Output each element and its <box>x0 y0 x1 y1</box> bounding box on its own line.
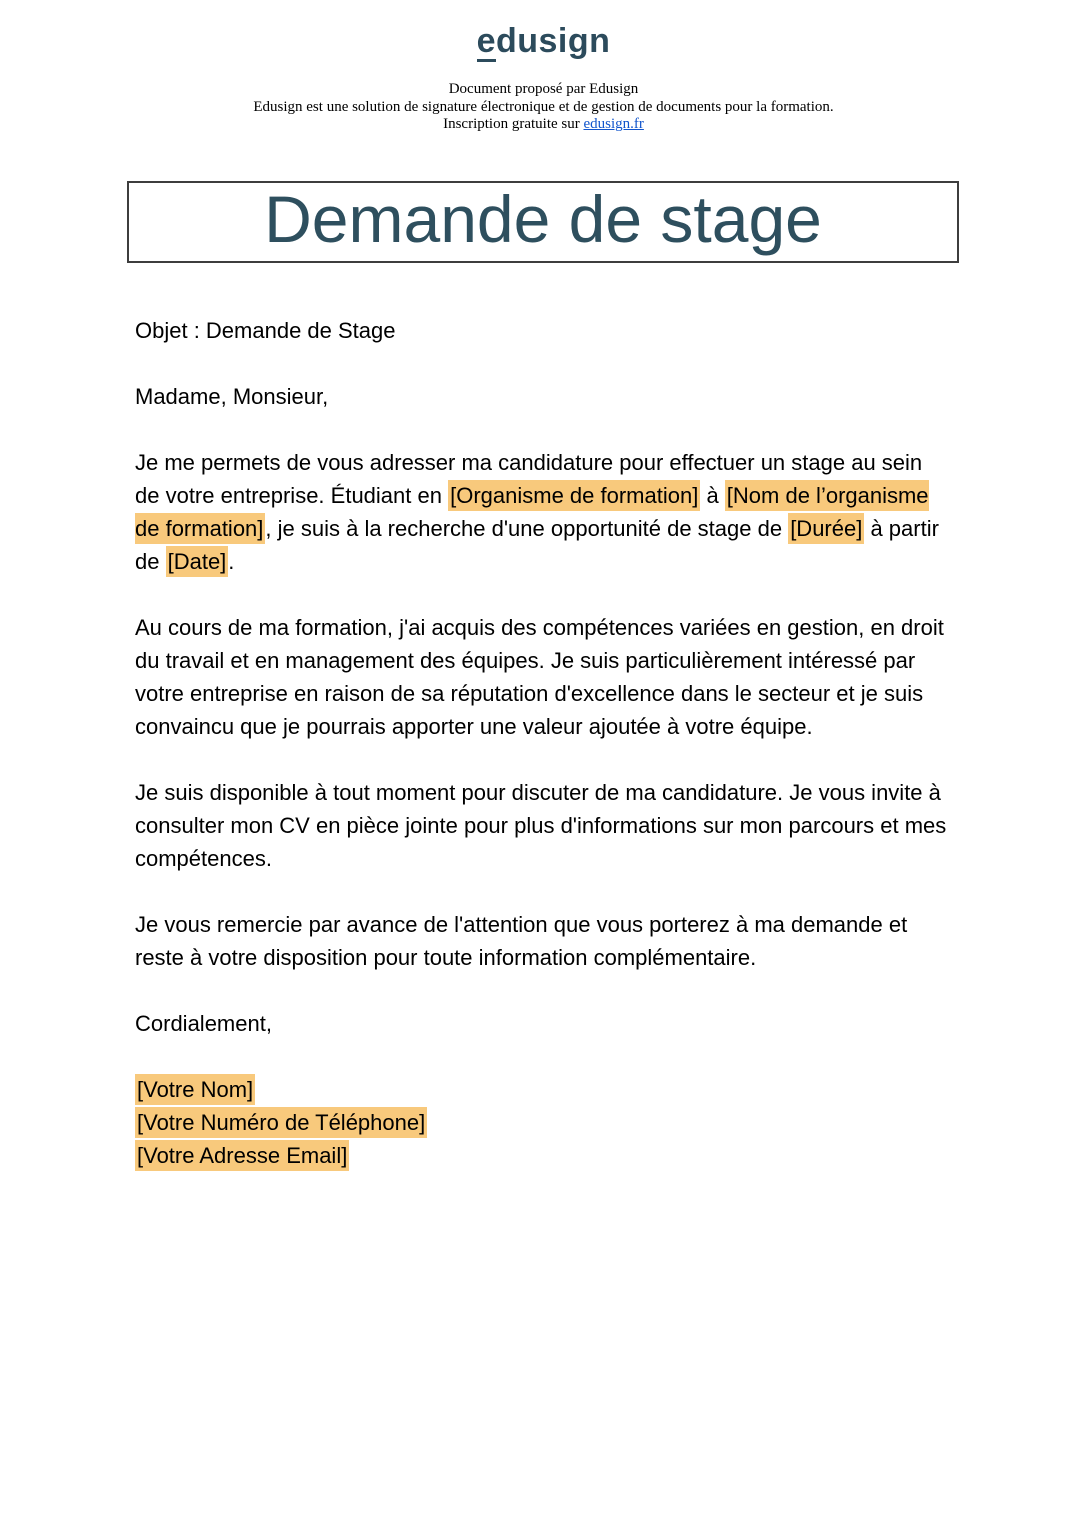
salutation: Madame, Monsieur, <box>135 384 329 409</box>
placeholder-votre-email: [Votre Adresse Email] <box>135 1140 349 1171</box>
placeholder-duree: [Durée] <box>788 513 864 544</box>
paragraph-competences: Au cours de ma formation, j'ai acquis des compétences variées en gestion, en droit du travail et en management des équipes. Je suis particulièrement intéressé par votre entreprise en raison de sa réputation d'excellence dans le secteur et je suis convaincu que je pourrais apporter une valeur ajoutée à votre équipe. <box>135 615 944 739</box>
p1-seg-0: Je me permets de vous adresser ma candidature pour effectuer un stage au sein de votre entreprise. Étudiant en <box>135 450 923 508</box>
tagline-line-1: Document proposé par Edusign <box>448 81 639 97</box>
title-box <box>127 181 959 263</box>
paragraph-intro <box>135 446 950 578</box>
edusign-logo-rest: dusign <box>495 22 611 60</box>
placeholder-date: [Date] <box>166 546 229 577</box>
placeholder-organisme-de-formation: [Organisme de formation] <box>448 480 700 511</box>
contact-block <box>135 1073 950 1172</box>
p1-seg-8: . <box>228 549 235 574</box>
p1-seg-4: , je suis à la recherche d'une opportunité de stage de <box>265 516 789 541</box>
paragraph-disponibilite: Je suis disponible à tout moment pour discuter de ma candidature. Je vous invite à consulter mon CV en pièce jointe pour plus d'informations sur mon parcours et mes compétences. <box>135 780 947 871</box>
p1-seg-2: à <box>700 483 725 508</box>
edusign-logo <box>0 22 1087 62</box>
header-tagline <box>0 81 1087 134</box>
contact-line <box>135 1106 950 1139</box>
tagline-line-2: Edusign est une solution de signature électronique et de gestion de documents pour la formation. <box>253 98 834 115</box>
tagline-line-3-prefix: Inscription gratuite sur <box>443 116 584 132</box>
contact-line <box>135 1139 950 1172</box>
placeholder-votre-nom: [Votre Nom] <box>135 1074 255 1105</box>
letter-body <box>135 314 950 1172</box>
paragraph-remerciement: Je vous remercie par avance de l'attention que vous porterez à ma demande et reste à votre disposition pour toute information complémentaire. <box>135 912 908 970</box>
tagline-line-3 <box>0 116 1087 134</box>
p1-seg-6: à partir de <box>135 516 939 574</box>
subject-line: Objet : Demande de Stage <box>135 318 396 343</box>
placeholder-votre-telephone: [Votre Numéro de Téléphone] <box>135 1107 427 1138</box>
page-title: Demande de stage <box>264 182 822 256</box>
placeholder-nom-organisme: [Nom de l’organisme de formation] <box>135 480 929 544</box>
edusign-fr-link[interactable]: edusign.fr <box>583 116 644 132</box>
edusign-logo-e: e <box>476 22 496 60</box>
contact-line <box>135 1073 950 1106</box>
closing: Cordialement, <box>135 1011 272 1036</box>
